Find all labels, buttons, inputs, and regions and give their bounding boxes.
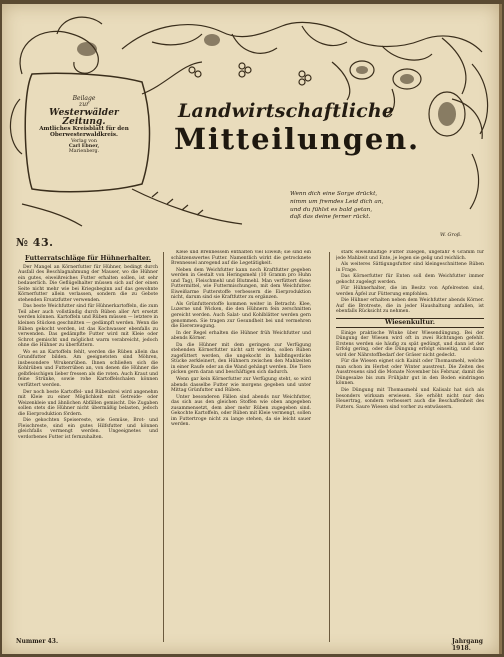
motto bbox=[290, 191, 450, 222]
masthead-line: Carl Ebner, bbox=[68, 143, 100, 150]
footer-issue: Nummer 43. bbox=[16, 638, 59, 645]
footer-year: Jahrgang 1918. bbox=[452, 638, 483, 652]
page-edge bbox=[499, 4, 502, 654]
paragraph: Kleie und Brennesseln enthalten viel Eiweiß; sie sind ein schätzenswertes Futter. Namentlich wirkt die getrocknete Brennessel anregend auf die Legetätigkeit. bbox=[171, 250, 311, 267]
title-line-2: Mitteilungen. bbox=[174, 122, 420, 156]
paragraph: Wo es an Kartoffeln fehlt, werden die Rüben allein das Grundfutter bilden. Am geeignetsten sind Möhren, insbesondere Wrukenrüben. Ihnen schließen sich die Kohlrüben und Futterrüben an, von denen die Hühner die gelbfleischigen lieber fressen als die roten. Auch Kraut und feine Strünke, sowie rohe Kartoffelschalen können verfüttert werden. bbox=[18, 349, 158, 389]
motto-author: W. Groß. bbox=[440, 232, 462, 238]
paragraph: Für die Wiesen eignet sich Kainit oder Thomasmehl, welche man schon im Herbst oder Winter ausstreut. Die Zeiten des Ausstreuens sind die Monate November bis Februar, damit die Düngesalze bis zum Frühjahr gut in den Boden eindringen können. bbox=[336, 359, 484, 387]
motto-line: und du fühlst es bald getan, bbox=[290, 206, 373, 213]
masthead-paper-name: Westerwälder Zeitung. bbox=[49, 107, 119, 128]
masthead-line: zur bbox=[79, 101, 89, 109]
paragraph: Die Hühner erhalten neben dem Weichfutter abends Körner. Auf die Brotreste, die in jeder Haushaltung anfallen, ist ebenfalls Rücksicht zu nehmen. bbox=[336, 298, 484, 315]
paragraph: Wenn gar kein Körnerfutter zur Verfügung steht, so wird abends dasselbe Futter wie morgens gegeben und unter Mittag Grünfutter und Rüben. bbox=[171, 377, 311, 394]
motto-line: Wenn dich eine Sorge drückt, bbox=[290, 191, 378, 197]
masthead-line: Oberwesterwaldkreis. bbox=[50, 132, 118, 139]
article-heading: Futterratschläge für Hühnerhalter. bbox=[25, 254, 151, 262]
issue-number: № 43. bbox=[16, 236, 54, 249]
paragraph: Das beste Weichfutter sind für Hühnerkartoffeln, die zum Teil aber auch vollständig durch Rüben aller Art ersetzt werden können. Kartoffeln und Rüben müssen — letztere in kleinen Stücken geschnitten — gedämpft werden. Wenn die Rüben gekocht werden, ist das Kochwasser ebenfalls zu verwenden. Das gedämpfte Futter wird mit Kleie oder Schrot gemischt und möglichst warm verabreicht, jedoch ohne die Hühner zu überfüttern. bbox=[18, 304, 158, 349]
column-3 bbox=[336, 250, 484, 638]
paragraph: stark eiweißhaltige Futter zulegen, ungefähr 4 Gramm für jede Mahlzeit und Ente, je legen sie gelig und reichlich. bbox=[336, 250, 484, 261]
newspaper-page bbox=[2, 4, 499, 654]
masthead-line: Beilage bbox=[72, 95, 96, 102]
masthead-line: Marienberg. bbox=[68, 149, 100, 155]
paragraph: Für Hühnerhalter, die im Besitz von Apfelresten sind, werden Äpfel zur Fütterung empfohlen. bbox=[336, 286, 484, 297]
column-2 bbox=[171, 250, 311, 638]
column-1 bbox=[18, 254, 158, 634]
paragraph: Das Körnerfutter für Enten soll dem Weichfutter immer gekocht zugelegt werden. bbox=[336, 274, 484, 285]
paragraph: Als Grünfutterstoffe kommen weiter in Betracht: Klee, Luzerne und Wicken, die den Hühnern fein zerschnitten gereicht werden. Auch Salat- und Kohlblätter werden gern genommen. Sie tragen zur Gesundheit bei und vermehren die Eiererzeugung. bbox=[171, 301, 311, 330]
paragraph: Die gekochten Speisereste, wie Gemüse, Brot- und Fleischreste, sind ein gutes Hilfsfutter und können gleichfalls vermengt werden. Ungeeignetes und verdorbenes Futter ist fernzuhalten. bbox=[18, 418, 158, 440]
motto-line: daß das deine ferner rückt. bbox=[290, 214, 371, 221]
masthead-box bbox=[38, 96, 130, 176]
column-divider bbox=[329, 252, 330, 642]
section-heading: Wiesenkultur. bbox=[336, 318, 484, 328]
paragraph: Der Mangel an Körnerfutter für Hühner, bedingt durch Ausfall des Beschlagnahmung der Mauser, wo die Hühner ein gutes, eiweißreiches Futter erhalten sollen, ist sehr bedauerlich. Die Geflügelhalter müssen sich auf der einen Seite nicht mehr wie bei Kriegsbeginn auf das gewohnte Körnerfutter allein verlassen, sondern die zu Gebote stehenden Ersatzfutter verwenden. bbox=[18, 264, 158, 303]
motto-line: nimm um fremdes Leid dich an, bbox=[290, 198, 384, 205]
paragraph: Da die Hühner mit dem geringen zur Verfügung stehenden Körnerfutter nicht satt werden, sollen Rüben zugefüttert werden, die ungekocht in halbfingerdicke Stücke zerkleinert, den Hühnern zwischen den Mahlzeiten in einer Raufe oder an die Wand gehängt werden. Die Tiere picken gern daran und beschäftigen sich dadurch. bbox=[171, 342, 311, 376]
paragraph: Unter besonderen Fällen sind abends nur Weichfutter, das sich aus den gleichen Stoffen wie oben angegeben zusammensetzt, dem aber mehr Rüben zugegeben sind. Gekochte Kartoffeln, oder Rüben mit Kleie vermengt, sollen im Futtertroge nicht zu lange stehen, da sie leicht sauer werden. bbox=[171, 394, 311, 428]
column-divider bbox=[163, 252, 164, 642]
paragraph: Als weiteres Sättigungsfutter sind kleingeschnittene Rüben in Frage. bbox=[336, 262, 484, 273]
paragraph: Die Düngung mit Thomasmehl und Kalisalz hat sich als besonders wirksam erwiesen. Sie erhöht nicht nur den Heuertrag, sondern verbessert auch die Beschaffenheit des Futters. Saure Wiesen sind vorher zu entwässern. bbox=[336, 388, 484, 410]
masthead-line: Verlag von bbox=[71, 139, 97, 145]
paragraph: Neben dem Weichfutter kann noch Kraftfutter gegeben werden in Gestalt von Heringsmehl (10 Gramm pro Huhn und Tag), Fleischmehl und Blutmehl. Man verfüttert diese Futtermittel, wie Futtermischungen, mit dem Weichfutter. Eiweißarme Futterstoffe verbessern die Eierproduktion nicht, darum sind sie Kraftfutter zu ergänzen. bbox=[171, 267, 311, 301]
paragraph: In der Regel erhalten die Hühner früh Weichfutter und abends Körner. bbox=[171, 330, 311, 342]
masthead-line: Amtliches Kreisblatt für den bbox=[39, 126, 129, 133]
paragraph: Der noch beste Kartoffel- und Rübenbrei wird angenehm mit Kleie zu einer Möglichkeit mit Getreide- oder Weizenkleie und ähnlichen Abfällen gemischt. Die Zugaben sollen stets die Hühner nicht übermäßig belasten, jedoch die Eierproduktion fördern. bbox=[18, 389, 158, 417]
paragraph: Einige praktische Winke über Wiesendüngung. Bei der Düngung der Wiesen wird oft in zwei Richtungen gefehlt. Erstens werden sie häufig zu spät gedüngt, und dann ist der Erfolg gering, oder die Düngung erfolgt einseitig, und dann wird der Nährstoffbedarf der Gräser nicht gedeckt. bbox=[336, 330, 484, 358]
title-line-1: Landwirtschaftliche bbox=[178, 100, 395, 122]
